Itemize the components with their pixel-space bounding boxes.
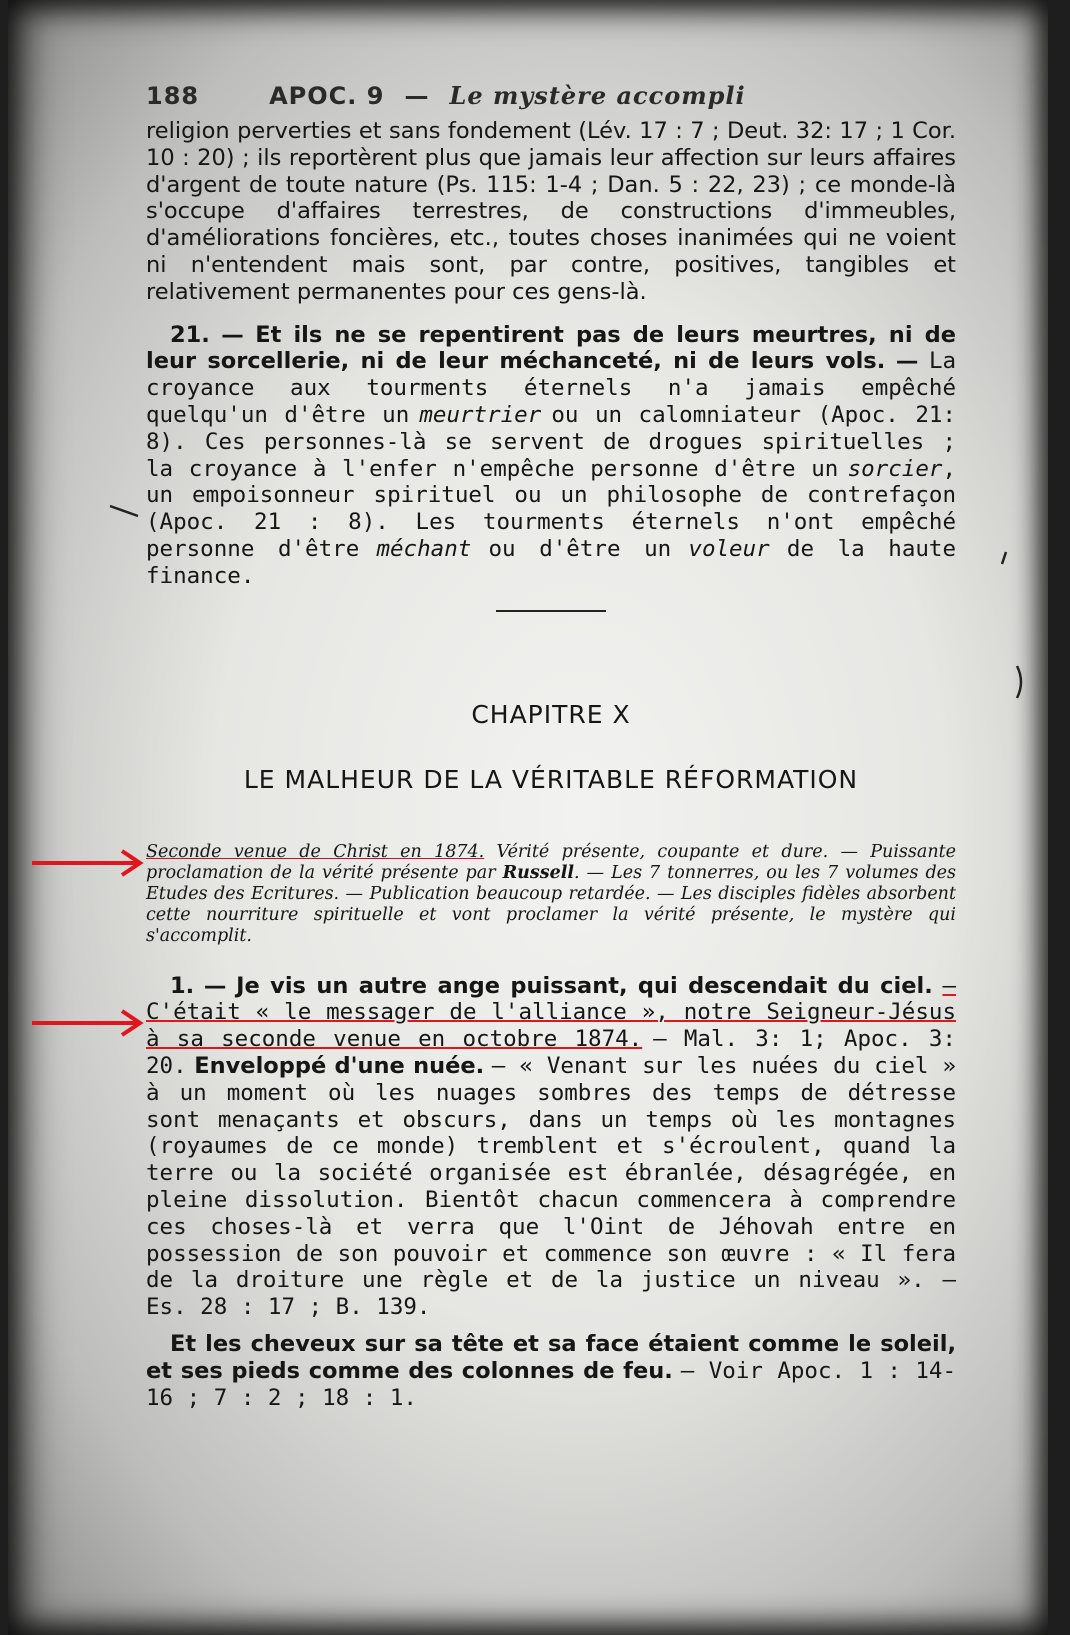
verse-21-dash: — — [221, 321, 244, 348]
margin-tick-icon — [108, 500, 144, 522]
section-ref: APOC. 9 — [269, 82, 385, 110]
closing-ref: — Voir Apoc. 1 : 14-16 ; 7 : 2 ; 18 : 1. — [146, 1357, 956, 1411]
page-content — [146, 78, 956, 1411]
summary-underlined: Seconde venue de Christ en 1874. — [146, 841, 485, 862]
verse-21-number: 21. — [170, 321, 210, 348]
chapter-title: LE MALHEUR DE LA VÉRITABLE RÉFORMATION — [243, 764, 859, 794]
verse-1-marked-a: — C'était « le messager de l'alliance », notre Seigneur-Jésus — [146, 972, 957, 1026]
verse-1-number: 1. — [170, 972, 195, 999]
verse-1-bold: Je vis un autre ange puissant, qui descendait du ciel. — [236, 972, 933, 999]
running-head — [146, 78, 956, 114]
paragraph-1: religion perverties et sans fondement (Lév. 17 : 7 ; Deut. 32: 17 ; 1 Cor. 10 : 20) ; ils reportèrent plus que jamais leur affection sur leurs affaires d'argent de toute nature (Ps. 115: 1-4 ; Dan. 5 : 22, 23) ; ce monde-là s'occupe d'affaires terrestres, de constructions d'immeubles, d'améliorations foncières, etc., toutes choses inanimées qui ne voient ni n'entendent mais sont, par contre, positives, tangibles et relativement permanentes pour ces gens-là. — [146, 118, 956, 305]
verse-21-text-e: de la haute finance. — [146, 535, 957, 589]
chapter-heading: CHAPITRE X — [471, 699, 631, 729]
verse-1-marked-b: à sa seconde venue en octobre 1874. — [146, 1026, 643, 1053]
summary-text-b: . — Les 7 tonnerres, ou les 7 volumes des Etudes des Ecritures. — Publication beaucoup retardée. — Les disciples fidèles absorbent cette nourriture spirituelle et vont proclamer la vérité présente, le mystère qui s'accomplit. — [146, 862, 956, 946]
verse-21-text-d: ou d'être un — [488, 535, 672, 562]
verse-1-text: — « Venant sur les nuées du ciel » à un moment où les nuages sombres des temps de détresse sont menaçants et obscurs, dans un temps où les montagnes (royaumes de ce monde) tremblent et s'écroulent, quand la terre ou la société organisée est ébranlée, désagrégée, en pleine dissolution. Bientôt chacun commencera à comprendre ces choses-là et verra que l'Oint de Jéhovah entre en possession de son pouvoir et commence son œuvre : « Il fera de la droiture une règle et de la justice un niveau ». — Es. 28 : 17 ; B. 139. — [146, 1052, 956, 1321]
verse-21-text-b: ou un calomniateur (Apoc. 21: 8). Ces personnes-là se servent de drogues spirituelles ; la croyance à l'enfer n'empêche personne d'être un — [146, 401, 956, 482]
verse-21 — [146, 322, 956, 590]
section-divider — [496, 610, 606, 612]
verse-1-ref: — Mal. 3: 1; Apoc. 3: 20. — [146, 1026, 956, 1079]
closing-bold: Et les cheveux sur sa tête et sa face étaient comme le soleil, et ses pieds comme des colonnes de feu. — [146, 1330, 956, 1384]
verse-21-dash2: — — [895, 348, 919, 375]
verse-1-bold-2: Enveloppé d'une nuée. — [194, 1052, 485, 1079]
chapter-summary — [146, 842, 956, 947]
closing-paragraph — [146, 1331, 956, 1411]
red-arrow-icon — [30, 1008, 145, 1038]
verse-21-text-a: La croyance aux tourments éternels n'a jamais empêché quelqu'un d'être un — [146, 348, 957, 428]
verse-1-dash: — — [203, 972, 227, 999]
margin-mark-icon — [998, 550, 1010, 566]
red-arrow-icon — [30, 848, 145, 878]
verse-21-italic-2: sorcier — [847, 455, 943, 482]
verse-21-bold: Et ils ne se repentirent pas de leurs meurtres, ni de leur sorcellerie, ni de leur méchanceté, ni de leurs vols. — [146, 321, 957, 375]
head-separator: — — [404, 82, 430, 110]
verse-1 — [146, 973, 956, 1321]
verse-21-italic-4: voleur — [688, 535, 770, 562]
page-number: 188 — [146, 82, 200, 110]
summary-text-a: Vérité présente, coupante et dure. — Puissante proclamation de la vérité présente par — [146, 841, 956, 883]
summary-name: Russell — [502, 862, 574, 883]
verse-21-text-c: , un empoisonneur spirituel ou un philosophe de contrefaçon (Apoc. 21 : 8). Les tourments éternels n'ont empêché personne d'être — [146, 455, 956, 562]
scanned-page — [8, 0, 1048, 1635]
verse-21-italic-3: méchant — [376, 535, 472, 562]
running-title: Le mystère accompli — [449, 81, 746, 110]
margin-bracket-icon — [1013, 662, 1029, 702]
verse-21-italic-1: meurtrier — [419, 401, 542, 428]
